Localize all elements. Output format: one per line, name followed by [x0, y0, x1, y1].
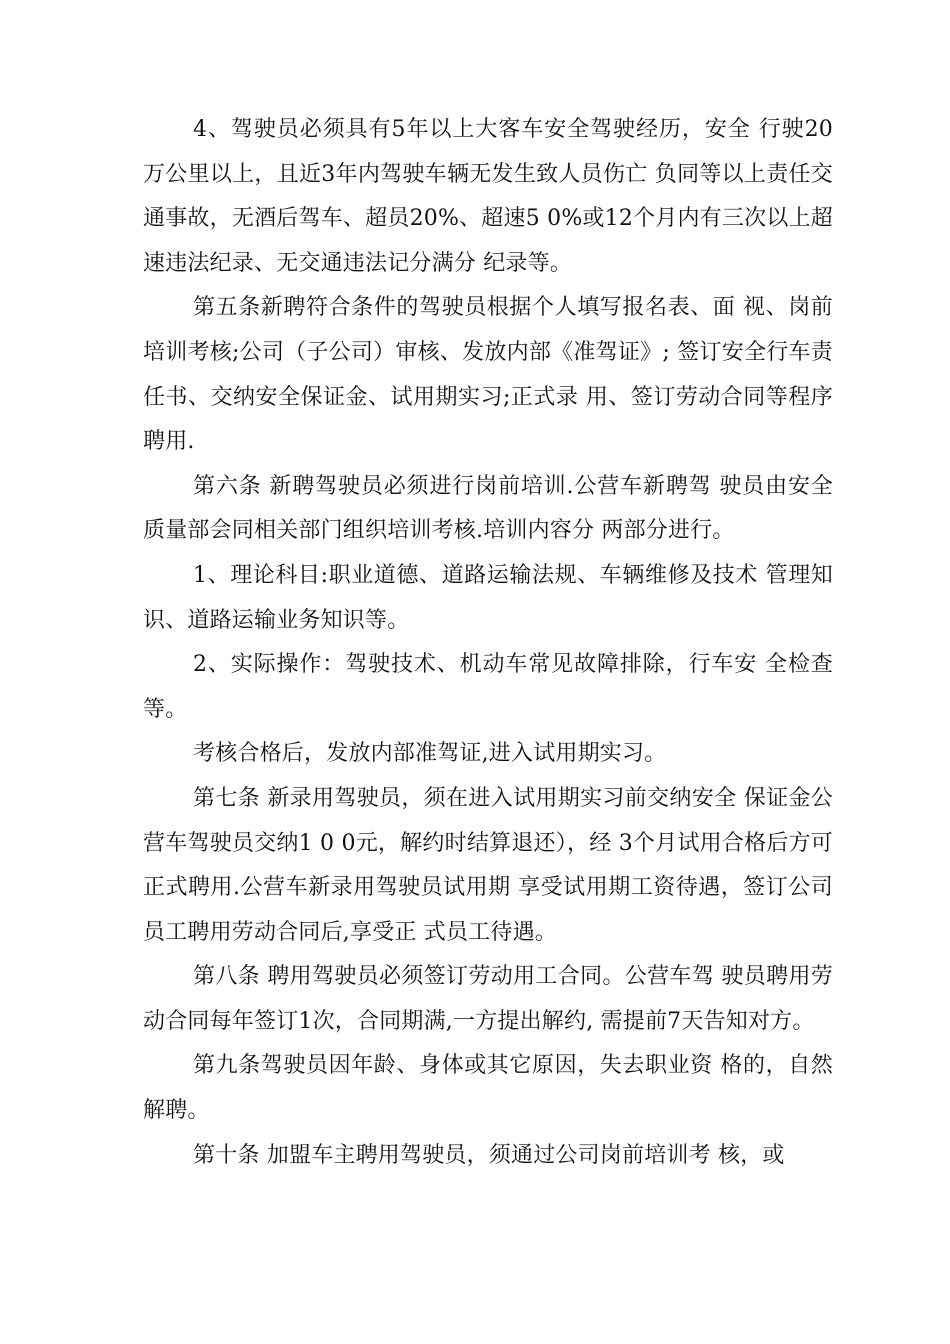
paragraph-assessment-pass: 考核合格后，发放内部准驾证,进入试用期实习。	[193, 741, 667, 767]
paragraph-article-10: 第十条 加盟车主聘用驾驶员，须通过公司岗前培训考 核，或	[193, 1142, 785, 1168]
paragraph-practical-operation: 2、实际操作：驾驶技术、机动车常见故障排除，行车安 全检查等。	[143, 652, 833, 722]
paragraph-article-7: 第七条 新录用驾驶员，须在进入试用期实习前交纳安全 保证金公营车驾驶员交纳1 0 0元，解约时结算退还），经 3个月试用合格后方可正式聘用.公营车新录用驾驶员试用期 享受试用期工资待遇，签订公司员工聘用劳动合同后,享受正 式员工待遇。	[143, 785, 833, 945]
paragraph-article-9: 第九条驾驶员因年龄、身体或其它原因，失去职业资 格的，自然解聘。	[143, 1053, 833, 1124]
paragraph-theory-subjects: 1、理论科目:职业道德、道路运输法规、车辆维修及技术 管理知识、道路运输业务知识等。	[143, 562, 833, 633]
paragraph-item-4-requirements: 4、驾驶员必须具有5年以上大客车安全驾驶经历，安全 行驶20万公里以上，且近3年内驾驶车辆无发生致人员伤亡 负同等以上责任交通事故，无酒后驾车、超员20%、超速5 0%或12个月内有三次以上超速违法纪录、无交通违法记分满分 纪录等。	[143, 117, 833, 276]
paragraph-article-5: 第五条新聘符合条件的驾驶员根据个人填写报名表、面 视、岗前培训考核;公司（子公司）审核、发放内部《准驾证》; 签订安全行车责任书、交纳安全保证金、试用期实习;正式录 用、签订劳动合同等程序聘用.	[143, 295, 833, 455]
paragraph-article-6: 第六条 新聘驾驶员必须进行岗前培训.公营车新聘驾 驶员由安全质量部会同相关部门组织培训考核.培训内容分 两部分进行。	[143, 473, 833, 544]
paragraph-article-8: 第八条 聘用驾驶员必须签订劳动用工合同。公营车驾 驶员聘用劳动合同每年签订1次，合同期满,一方提出解约, 需提前7天告知对方。	[143, 964, 833, 1034]
document-body	[143, 108, 833, 1178]
